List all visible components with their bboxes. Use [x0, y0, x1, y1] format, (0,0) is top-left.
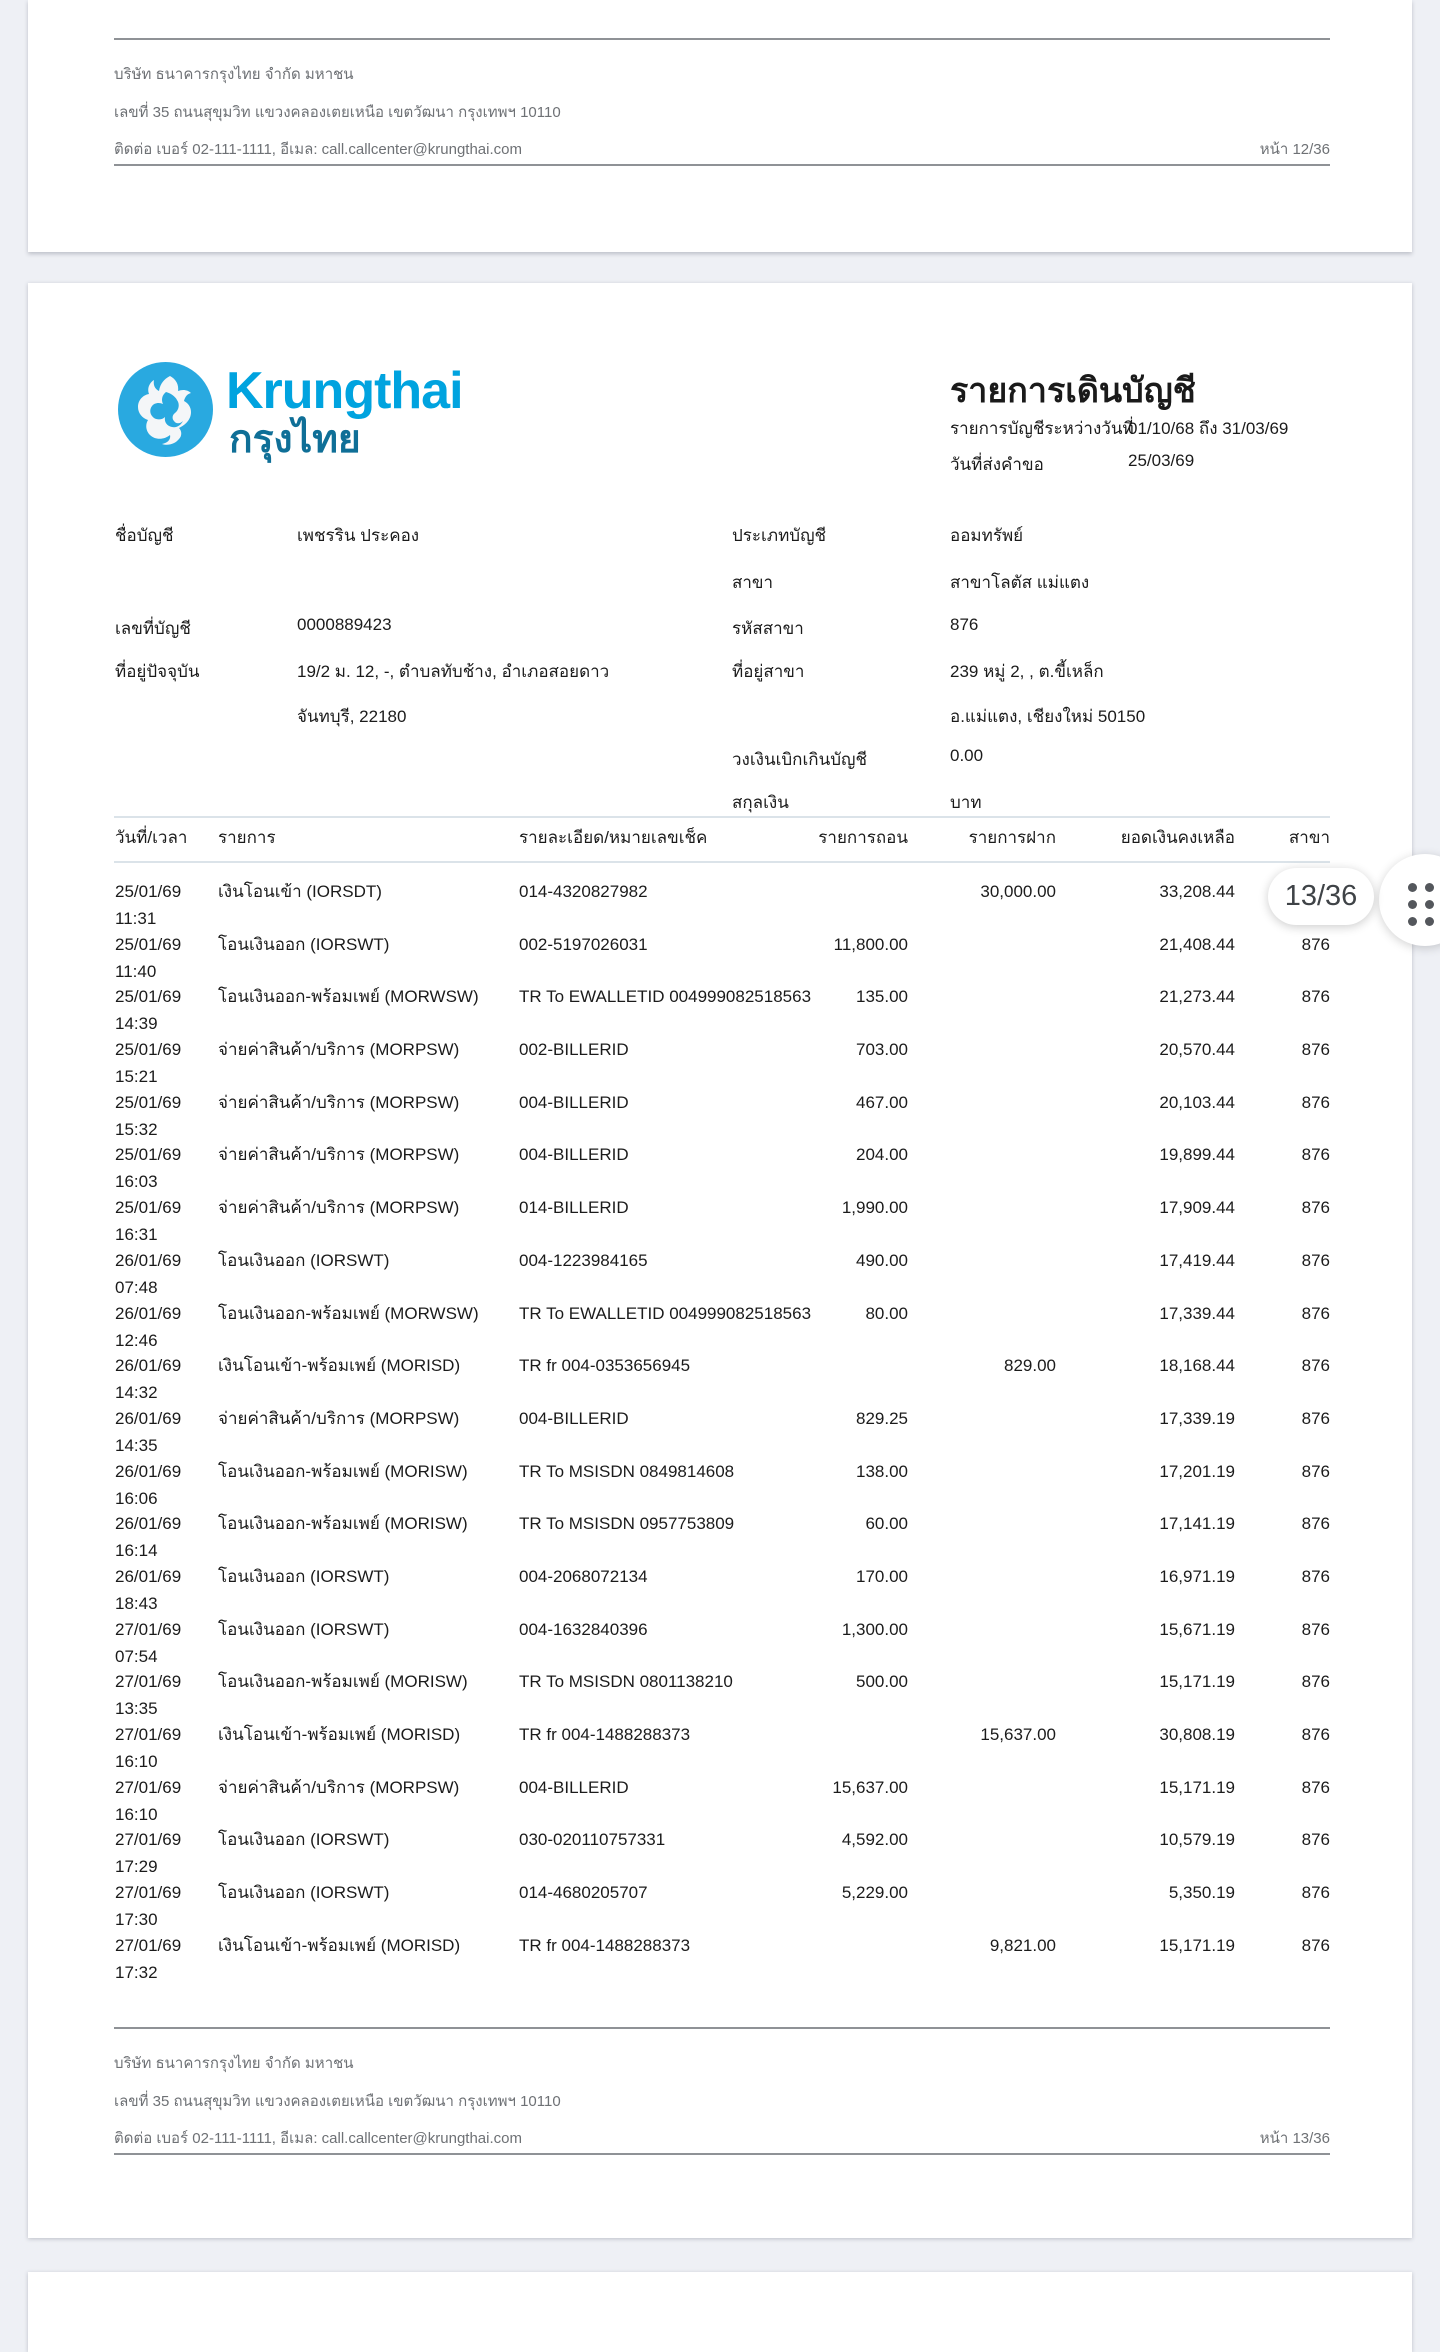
current-address-value-2: จันทบุรี, 22180: [297, 707, 407, 726]
cell-time: 17:32: [115, 1962, 158, 1982]
footer-divider: [114, 38, 1330, 40]
cell-branch: 876: [1301, 1040, 1330, 1060]
cell-date: 27/01/69: [115, 1777, 182, 1797]
cell-branch: 876: [1301, 1514, 1330, 1534]
cell-deposit: 30,000.00: [980, 882, 1056, 901]
cell-detail: TR To EWALLETID 004999082518563: [519, 1303, 812, 1323]
footer-divider: [114, 2027, 1330, 2029]
branch-address-value: 239 หมู่ 2, , ต.ขี้เหล็ก: [950, 662, 1104, 681]
cell-branch: 876: [1301, 1145, 1330, 1165]
table-row: [114, 935, 1330, 988]
cell-balance: 17,909.44: [1159, 1198, 1235, 1218]
cell-time: 15:32: [115, 1119, 158, 1139]
cell-time: 11:40: [115, 961, 157, 981]
table-header-border: [114, 816, 1330, 818]
cell-branch: 876: [1301, 1830, 1330, 1850]
cell-balance: 17,201.19: [1159, 1461, 1235, 1481]
cell-withdrawal: 138.00: [856, 1461, 908, 1481]
cell-time: 16:10: [115, 1752, 158, 1771]
table-row: [114, 1883, 1330, 1936]
cell-time: 14:39: [115, 1014, 158, 1034]
cell-balance: 15,171.19: [1159, 1672, 1235, 1692]
page-14: [28, 2272, 1412, 2352]
cell-description: โอนเงินออก (IORSWT): [218, 934, 390, 954]
cell-balance: 21,408.44: [1159, 934, 1235, 954]
header-detail: รายละเอียด/หมายเลขเช็ค: [519, 828, 708, 847]
cell-balance: 17,339.19: [1159, 1408, 1235, 1428]
table-header: [114, 816, 1330, 861]
cell-detail: 014-4320827982: [519, 882, 648, 901]
cell-description: เงินโอนเข้า-พร้อมเพย์ (MORISD): [218, 1356, 461, 1376]
cell-balance: 21,273.44: [1159, 987, 1235, 1007]
cell-withdrawal: 60.00: [865, 1514, 908, 1534]
header-branch: สาขา: [1288, 828, 1330, 847]
cell-date: 25/01/69: [115, 1145, 182, 1165]
cell-detail: TR fr 004-1488288373: [519, 1725, 691, 1744]
cell-description: เงินโอนเข้า (IORSDT): [218, 882, 382, 901]
cell-date: 26/01/69: [115, 1250, 182, 1270]
table-row: [114, 882, 1330, 935]
cell-withdrawal: 5,229.00: [841, 1883, 908, 1903]
cell-description: โอนเงินออก-พร้อมเพย์ (MORISW): [218, 1514, 468, 1534]
footer-contact: ติดต่อ เบอร์ 02-111-1111, อีเมล: call.callcenter@krungthai.com: [114, 2130, 522, 2147]
cell-branch: 876: [1301, 1935, 1330, 1955]
cell-withdrawal: 1,990.00: [841, 1198, 908, 1218]
footer-contact: ติดต่อ เบอร์ 02-111-1111, อีเมล: call.callcenter@krungthai.com: [114, 141, 522, 158]
table-row: [114, 1251, 1330, 1304]
footer-address: เลขที่ 35 ถนนสุขุมวิท แขวงคลองเตยเหนือ เขตวัฒนา กรุงเทพฯ 10110: [114, 104, 561, 121]
branch-address-label: ที่อยู่สาขา: [732, 662, 805, 681]
cell-time: 16:10: [115, 1804, 158, 1824]
page-indicator-badge: 13/36: [1268, 868, 1374, 925]
cell-detail: 004-BILLERID: [519, 1145, 629, 1165]
cell-date: 25/01/69: [115, 882, 182, 901]
table-row: [114, 1725, 1330, 1778]
table-row: [114, 1830, 1330, 1883]
cell-date: 26/01/69: [115, 1356, 182, 1376]
cell-time: 16:06: [115, 1488, 158, 1508]
cell-time: 15:21: [115, 1067, 158, 1087]
cell-description: โอนเงินออก-พร้อมเพย์ (MORISW): [218, 1672, 468, 1692]
table-row: [114, 1304, 1330, 1357]
account-number-label: เลขที่บัญชี: [115, 619, 191, 638]
cell-balance: 30,808.19: [1159, 1725, 1235, 1744]
request-date-label: วันที่ส่งคำขอ: [950, 455, 1044, 474]
table-row: [114, 1462, 1330, 1515]
branch-address-value-2: อ.แม่แตง, เชียงใหม่ 50150: [950, 707, 1146, 726]
cell-branch: 876: [1301, 1092, 1330, 1112]
page-13: [28, 283, 1412, 2238]
cell-branch: 876: [1301, 1883, 1330, 1903]
cell-withdrawal: 170.00: [856, 1566, 908, 1586]
cell-time: 16:14: [115, 1541, 158, 1561]
header-deposit: รายการฝาก: [968, 828, 1056, 847]
table-row: [114, 1672, 1330, 1725]
cell-date: 27/01/69: [115, 1725, 182, 1744]
page-12-footer: [114, 38, 1330, 166]
account-type-label: ประเภทบัญชี: [732, 526, 827, 545]
cell-time: 12:46: [115, 1330, 158, 1350]
table-row: [114, 987, 1330, 1040]
cell-branch: 876: [1301, 1303, 1330, 1323]
brand-wordmark-en: Krungthai: [226, 362, 463, 420]
table-row: [114, 1198, 1330, 1251]
cell-detail: 004-BILLERID: [519, 1092, 629, 1112]
cell-balance: 15,171.19: [1159, 1777, 1235, 1797]
cell-detail: 002-5197026031: [519, 934, 648, 954]
footer-divider: [114, 2153, 1330, 2155]
branch-label: สาขา: [732, 573, 774, 592]
cell-date: 25/01/69: [115, 1092, 182, 1112]
cell-withdrawal: 15,637.00: [832, 1777, 908, 1797]
cell-withdrawal: 467.00: [856, 1092, 908, 1112]
cell-branch: 876: [1301, 1672, 1330, 1692]
cell-description: โอนเงินออก-พร้อมเพย์ (MORISW): [218, 1461, 468, 1481]
cell-detail: 030-020110757331: [519, 1830, 666, 1850]
cell-time: 17:29: [115, 1857, 158, 1877]
cell-detail: TR fr 004-0353656945: [519, 1356, 691, 1376]
cell-description: โอนเงินออก (IORSWT): [218, 1883, 390, 1903]
cell-branch: 876: [1301, 1250, 1330, 1270]
cell-withdrawal: 11,800.00: [833, 934, 908, 954]
cell-time: 07:54: [115, 1646, 158, 1666]
cell-withdrawal: 80.00: [865, 1303, 908, 1323]
cell-description: โอนเงินออก (IORSWT): [218, 1566, 390, 1586]
cell-balance: 5,350.19: [1168, 1883, 1235, 1903]
cell-withdrawal: 490.00: [856, 1250, 908, 1270]
footer-company: บริษัท ธนาคารกรุงไทย จำกัด มหาชน: [114, 2055, 354, 2072]
cell-date: 25/01/69: [115, 1040, 182, 1060]
cell-branch: 876: [1301, 1777, 1330, 1797]
cell-time: 13:35: [115, 1699, 158, 1719]
cell-date: 26/01/69: [115, 1514, 182, 1534]
cell-withdrawal: 500.00: [856, 1672, 908, 1692]
cell-description: จ่ายค่าสินค้า/บริการ (MORPSW): [218, 1040, 460, 1060]
cell-branch: 876: [1301, 1356, 1330, 1376]
header-description: รายการ: [218, 828, 276, 847]
table-row: [114, 1936, 1330, 1989]
cell-branch: 876: [1301, 987, 1330, 1007]
cell-date: 25/01/69: [115, 934, 182, 954]
period-value: 01/10/68 ถึง 31/03/69: [1128, 419, 1289, 438]
cell-balance: 17,419.44: [1159, 1250, 1235, 1270]
cell-date: 25/01/69: [115, 987, 182, 1007]
cell-time: 16:03: [115, 1172, 158, 1192]
cell-time: 17:30: [115, 1910, 158, 1930]
header-balance: ยอดเงินคงเหลือ: [1120, 828, 1235, 847]
page-13-footer: [114, 2027, 1330, 2155]
table-row: [114, 1567, 1330, 1620]
cell-withdrawal: 829.25: [856, 1408, 908, 1428]
cell-description: เงินโอนเข้า-พร้อมเพย์ (MORISD): [218, 1725, 461, 1744]
page-12: [28, 0, 1412, 252]
cell-balance: 17,339.44: [1159, 1303, 1235, 1323]
cell-branch: 876: [1301, 1461, 1330, 1481]
cell-deposit: 9,821.00: [989, 1935, 1056, 1955]
cell-branch: 876: [1301, 1198, 1330, 1218]
cell-time: 11:31: [115, 909, 157, 928]
cell-withdrawal: 703.00: [856, 1040, 908, 1060]
cell-time: 18:43: [115, 1593, 158, 1613]
cell-detail: TR To MSISDN 0849814608: [519, 1461, 735, 1481]
current-address-label: ที่อยู่ปัจจุบัน: [115, 662, 200, 681]
brand-wordmark-th: กรุงไทย: [229, 418, 361, 461]
table-row: [114, 1778, 1330, 1831]
cell-balance: 18,168.44: [1159, 1356, 1235, 1376]
cell-detail: 002-BILLERID: [519, 1040, 629, 1060]
cell-description: โอนเงินออก (IORSWT): [218, 1830, 390, 1850]
cell-detail: 004-BILLERID: [519, 1777, 629, 1797]
period-label: รายการบัญชีระหว่างวันที่: [950, 419, 1134, 438]
cell-deposit: 829.00: [1004, 1356, 1056, 1376]
cell-date: 27/01/69: [115, 1935, 182, 1955]
cell-detail: 004-BILLERID: [519, 1408, 629, 1428]
cell-date: 26/01/69: [115, 1566, 182, 1586]
cell-detail: TR To MSISDN 0957753809: [519, 1514, 735, 1534]
cell-date: 26/01/69: [115, 1303, 182, 1323]
cell-balance: 10,579.19: [1159, 1830, 1235, 1850]
branch-value: สาขาโลตัส แม่แตง: [950, 573, 1090, 592]
cell-balance: 15,671.19: [1159, 1619, 1235, 1639]
footer-company: บริษัท ธนาคารกรุงไทย จำกัด มหาชน: [114, 66, 354, 83]
cell-date: 27/01/69: [115, 1619, 182, 1639]
footer-page-number: หน้า 12/36: [1259, 141, 1330, 158]
krungthai-logo-icon: [118, 362, 213, 457]
cell-description: โอนเงินออก-พร้อมเพย์ (MORWSW): [218, 1303, 479, 1323]
cell-detail: 014-BILLERID: [519, 1198, 629, 1218]
cell-detail: 014-4680205707: [519, 1883, 648, 1903]
footer-divider: [114, 164, 1330, 166]
request-date-value: 25/03/69: [1128, 451, 1195, 470]
cell-time: 07:48: [115, 1277, 158, 1297]
cell-time: 16:31: [115, 1225, 158, 1245]
cell-description: จ่ายค่าสินค้า/บริการ (MORPSW): [218, 1408, 460, 1428]
cell-detail: 004-1632840396: [519, 1619, 648, 1639]
cell-balance: 20,103.44: [1159, 1092, 1235, 1112]
cell-date: 27/01/69: [115, 1883, 182, 1903]
cell-branch: 876: [1301, 1619, 1330, 1639]
cell-date: 27/01/69: [115, 1672, 182, 1692]
cell-description: จ่ายค่าสินค้า/บริการ (MORPSW): [218, 1777, 460, 1797]
header-withdrawal: รายการถอน: [818, 828, 908, 847]
footer-page-number: หน้า 13/36: [1259, 2130, 1330, 2147]
cell-deposit: 15,637.00: [980, 1725, 1056, 1744]
cell-detail: TR To EWALLETID 004999082518563: [519, 987, 812, 1007]
cell-date: 27/01/69: [115, 1830, 182, 1850]
cell-balance: 20,570.44: [1159, 1040, 1235, 1060]
cell-balance: 15,171.19: [1159, 1935, 1235, 1955]
account-name-value: เพชรริน ประคอง: [297, 526, 420, 545]
cell-description: จ่ายค่าสินค้า/บริการ (MORPSW): [218, 1198, 460, 1218]
cell-balance: 17,141.19: [1159, 1514, 1235, 1534]
cell-detail: TR To MSISDN 0801138210: [519, 1672, 733, 1692]
overdraft-limit-label: วงเงินเบิกเกินบัญชี: [732, 750, 868, 769]
table-row: [114, 1356, 1330, 1409]
account-name-label: ชื่อบัญชี: [115, 526, 174, 545]
overdraft-limit-value: 0.00: [950, 746, 984, 765]
cell-time: 14:35: [115, 1435, 158, 1455]
table-row: [114, 1145, 1330, 1198]
table-row: [114, 1409, 1330, 1462]
table-header-border: [114, 861, 1330, 863]
account-type-value: ออมทรัพย์: [950, 526, 1024, 545]
cell-withdrawal: 1,300.00: [841, 1619, 908, 1639]
cell-withdrawal: 4,592.00: [841, 1830, 908, 1850]
cell-balance: 16,971.19: [1159, 1566, 1235, 1586]
table-row: [114, 1040, 1330, 1093]
current-address-value: 19/2 ม. 12, -, ตำบลทับช้าง, อำเภอสอยดาว: [297, 662, 610, 681]
table-row: [114, 1620, 1330, 1673]
six-dots-icon: [1408, 883, 1434, 926]
cell-withdrawal: 135.00: [856, 987, 908, 1007]
cell-balance: 33,208.44: [1159, 882, 1235, 901]
cell-date: 26/01/69: [115, 1461, 182, 1481]
cell-date: 26/01/69: [115, 1408, 182, 1428]
cell-detail: 004-2068072134: [519, 1566, 648, 1586]
cell-branch: 876: [1301, 1408, 1330, 1428]
account-number-value: 0000889423: [297, 615, 392, 634]
cell-branch: 876: [1301, 1725, 1330, 1744]
cell-branch: 876: [1301, 934, 1330, 954]
cell-description: เงินโอนเข้า-พร้อมเพย์ (MORISD): [218, 1935, 461, 1955]
cell-withdrawal: 204.00: [856, 1145, 908, 1165]
transactions-body: [114, 882, 1330, 1988]
currency-value: บาท: [950, 793, 982, 812]
table-row: [114, 1514, 1330, 1567]
cell-time: 14:32: [115, 1383, 158, 1403]
footer-address: เลขที่ 35 ถนนสุขุมวิท แขวงคลองเตยเหนือ เขตวัฒนา กรุงเทพฯ 10110: [114, 2093, 561, 2110]
cell-description: โอนเงินออก (IORSWT): [218, 1250, 390, 1270]
cell-detail: 004-1223984165: [519, 1250, 648, 1270]
cell-description: โอนเงินออก-พร้อมเพย์ (MORWSW): [218, 987, 479, 1007]
branch-code-value: 876: [950, 615, 979, 634]
cell-branch: 876: [1301, 1566, 1330, 1586]
cell-date: 25/01/69: [115, 1198, 182, 1218]
statement-title: รายการเดินบัญชี: [950, 372, 1196, 410]
cell-description: จ่ายค่าสินค้า/บริการ (MORPSW): [218, 1092, 460, 1112]
currency-label: สกุลเงิน: [732, 793, 789, 812]
table-row: [114, 1093, 1330, 1146]
cell-description: โอนเงินออก (IORSWT): [218, 1619, 390, 1639]
header-date-time: วันที่/เวลา: [115, 828, 188, 847]
cell-balance: 19,899.44: [1159, 1145, 1235, 1165]
cell-description: จ่ายค่าสินค้า/บริการ (MORPSW): [218, 1145, 460, 1165]
branch-code-label: รหัสสาขา: [732, 619, 804, 638]
cell-detail: TR fr 004-1488288373: [519, 1935, 691, 1955]
